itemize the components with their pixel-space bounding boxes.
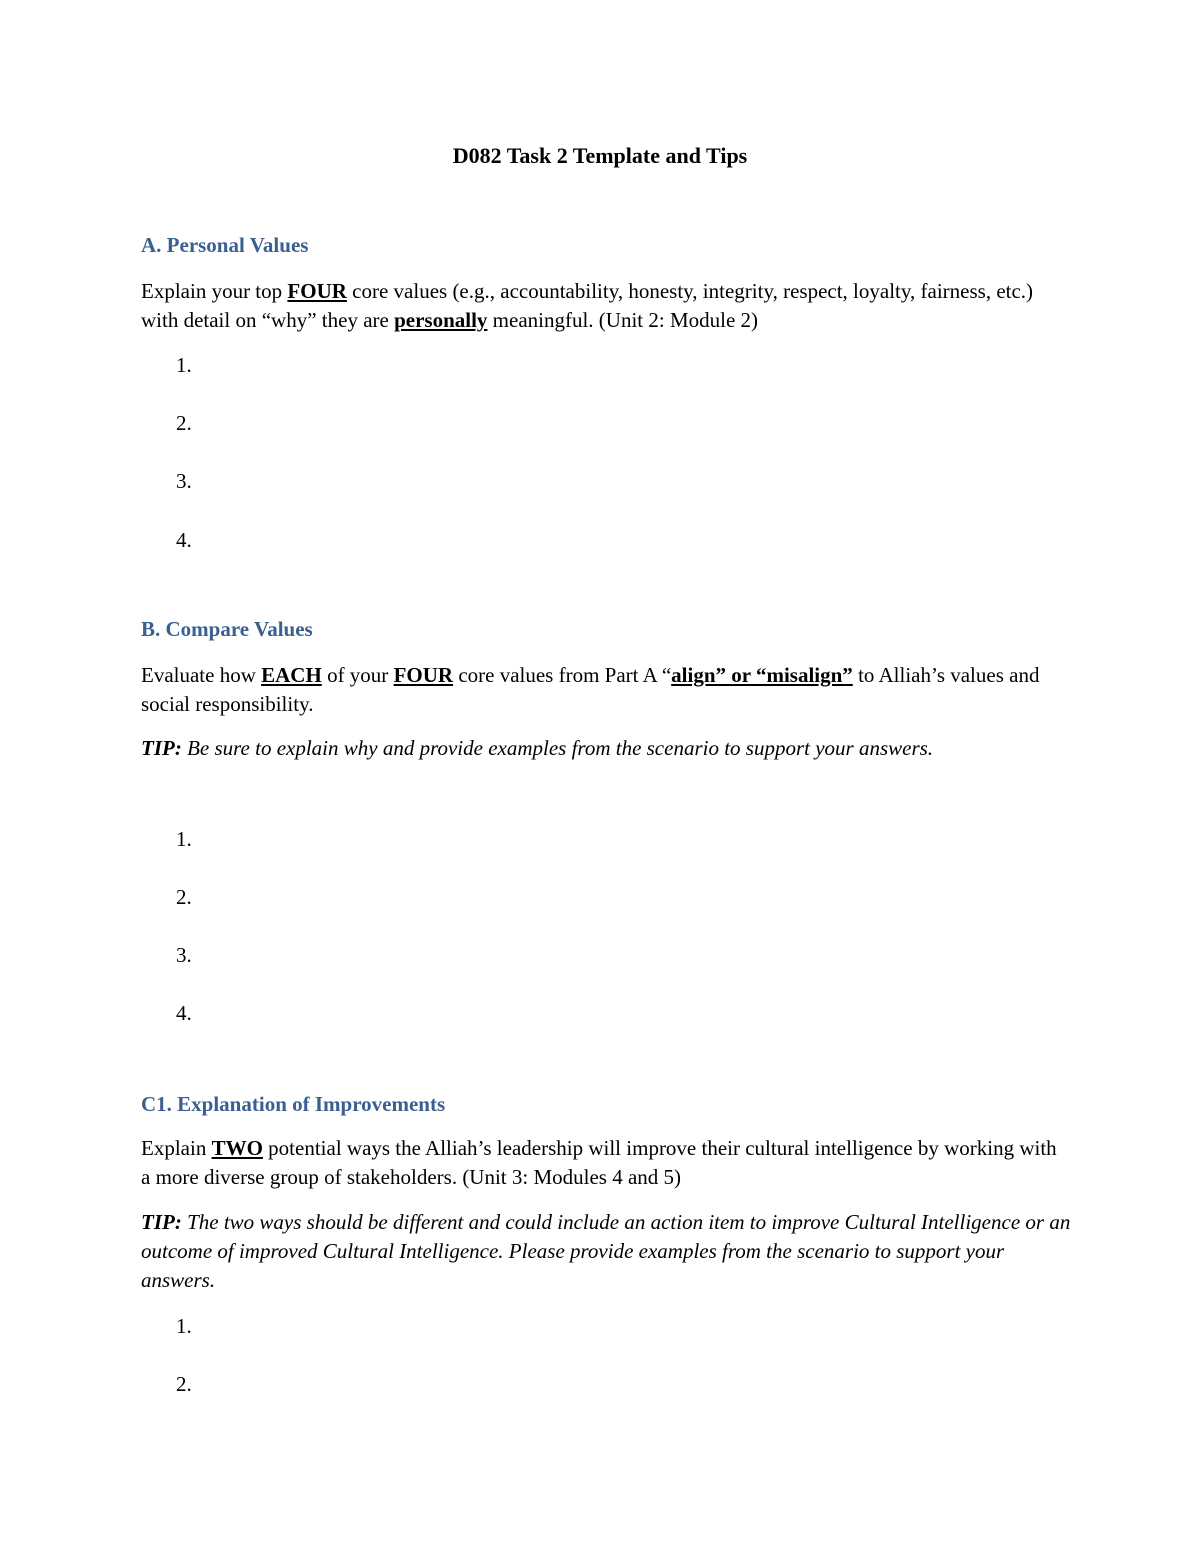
tip-label: TIP: [141, 736, 182, 760]
emphasis-four: FOUR [393, 663, 454, 687]
section-b-instruction [141, 661, 1071, 719]
instruction-text: potential ways the Alliah’s leadership will improve their cultural intelligence by working with a more diverse group of stakeholders. (Unit 3: Modules 4 and 5) [141, 1136, 1057, 1189]
instruction-text: Explain your top [141, 279, 288, 303]
section-c1-instruction [141, 1134, 1071, 1192]
section-a-item-2: 2. [176, 411, 192, 435]
instruction-text: Explain [141, 1136, 212, 1160]
section-a-item-3: 3. [176, 469, 192, 493]
section-b-item-4: 4. [176, 1001, 192, 1025]
section-c1-tip [141, 1208, 1071, 1295]
section-a-instruction [141, 277, 1071, 335]
instruction-text: Evaluate how [141, 663, 262, 687]
instruction-text: meaningful. (Unit 2: Module 2) [487, 308, 759, 332]
section-c1-heading: C1. Explanation of Improvements [141, 1092, 446, 1116]
emphasis-personally: personally [394, 308, 488, 332]
section-b-tip [141, 734, 1071, 763]
section-a-item-1: 1. [176, 353, 192, 377]
instruction-text: core values from Part A “ [453, 663, 672, 687]
section-a-item-4: 4. [176, 528, 192, 552]
document-title: D082 Task 2 Template and Tips [452, 143, 748, 168]
emphasis-align-misalign: align” or “misalign” [671, 663, 853, 687]
section-b-item-1: 1. [176, 827, 192, 851]
section-c1-item-1: 1. [176, 1314, 192, 1338]
section-a-heading: A. Personal Values [141, 233, 309, 257]
emphasis-two: TWO [211, 1136, 263, 1160]
section-b-item-3: 3. [176, 943, 192, 967]
section-b-item-2: 2. [176, 885, 192, 909]
section-b-heading: B. Compare Values [141, 617, 313, 641]
instruction-text: to Alliah’s values and social responsibility. [141, 663, 1040, 716]
instruction-text: core values (e.g., accountability, honesty, integrity, respect, loyalty, fairness, etc.) with detail on “why” they are [141, 279, 1034, 332]
tip-text: The two ways should be different and could include an action item to improve Cultural Intelligence or an outcome of improved Cultural Intelligence. Please provide examples from the scenario to support your answers. [141, 1210, 1071, 1292]
tip-text: Be sure to explain why and provide examples from the scenario to support your answers. [181, 736, 934, 760]
tip-label: TIP: [141, 1210, 182, 1234]
section-c1-item-2: 2. [176, 1372, 192, 1396]
instruction-text: of your [321, 663, 394, 687]
emphasis-each: EACH [261, 663, 322, 687]
emphasis-four: FOUR [287, 279, 347, 303]
